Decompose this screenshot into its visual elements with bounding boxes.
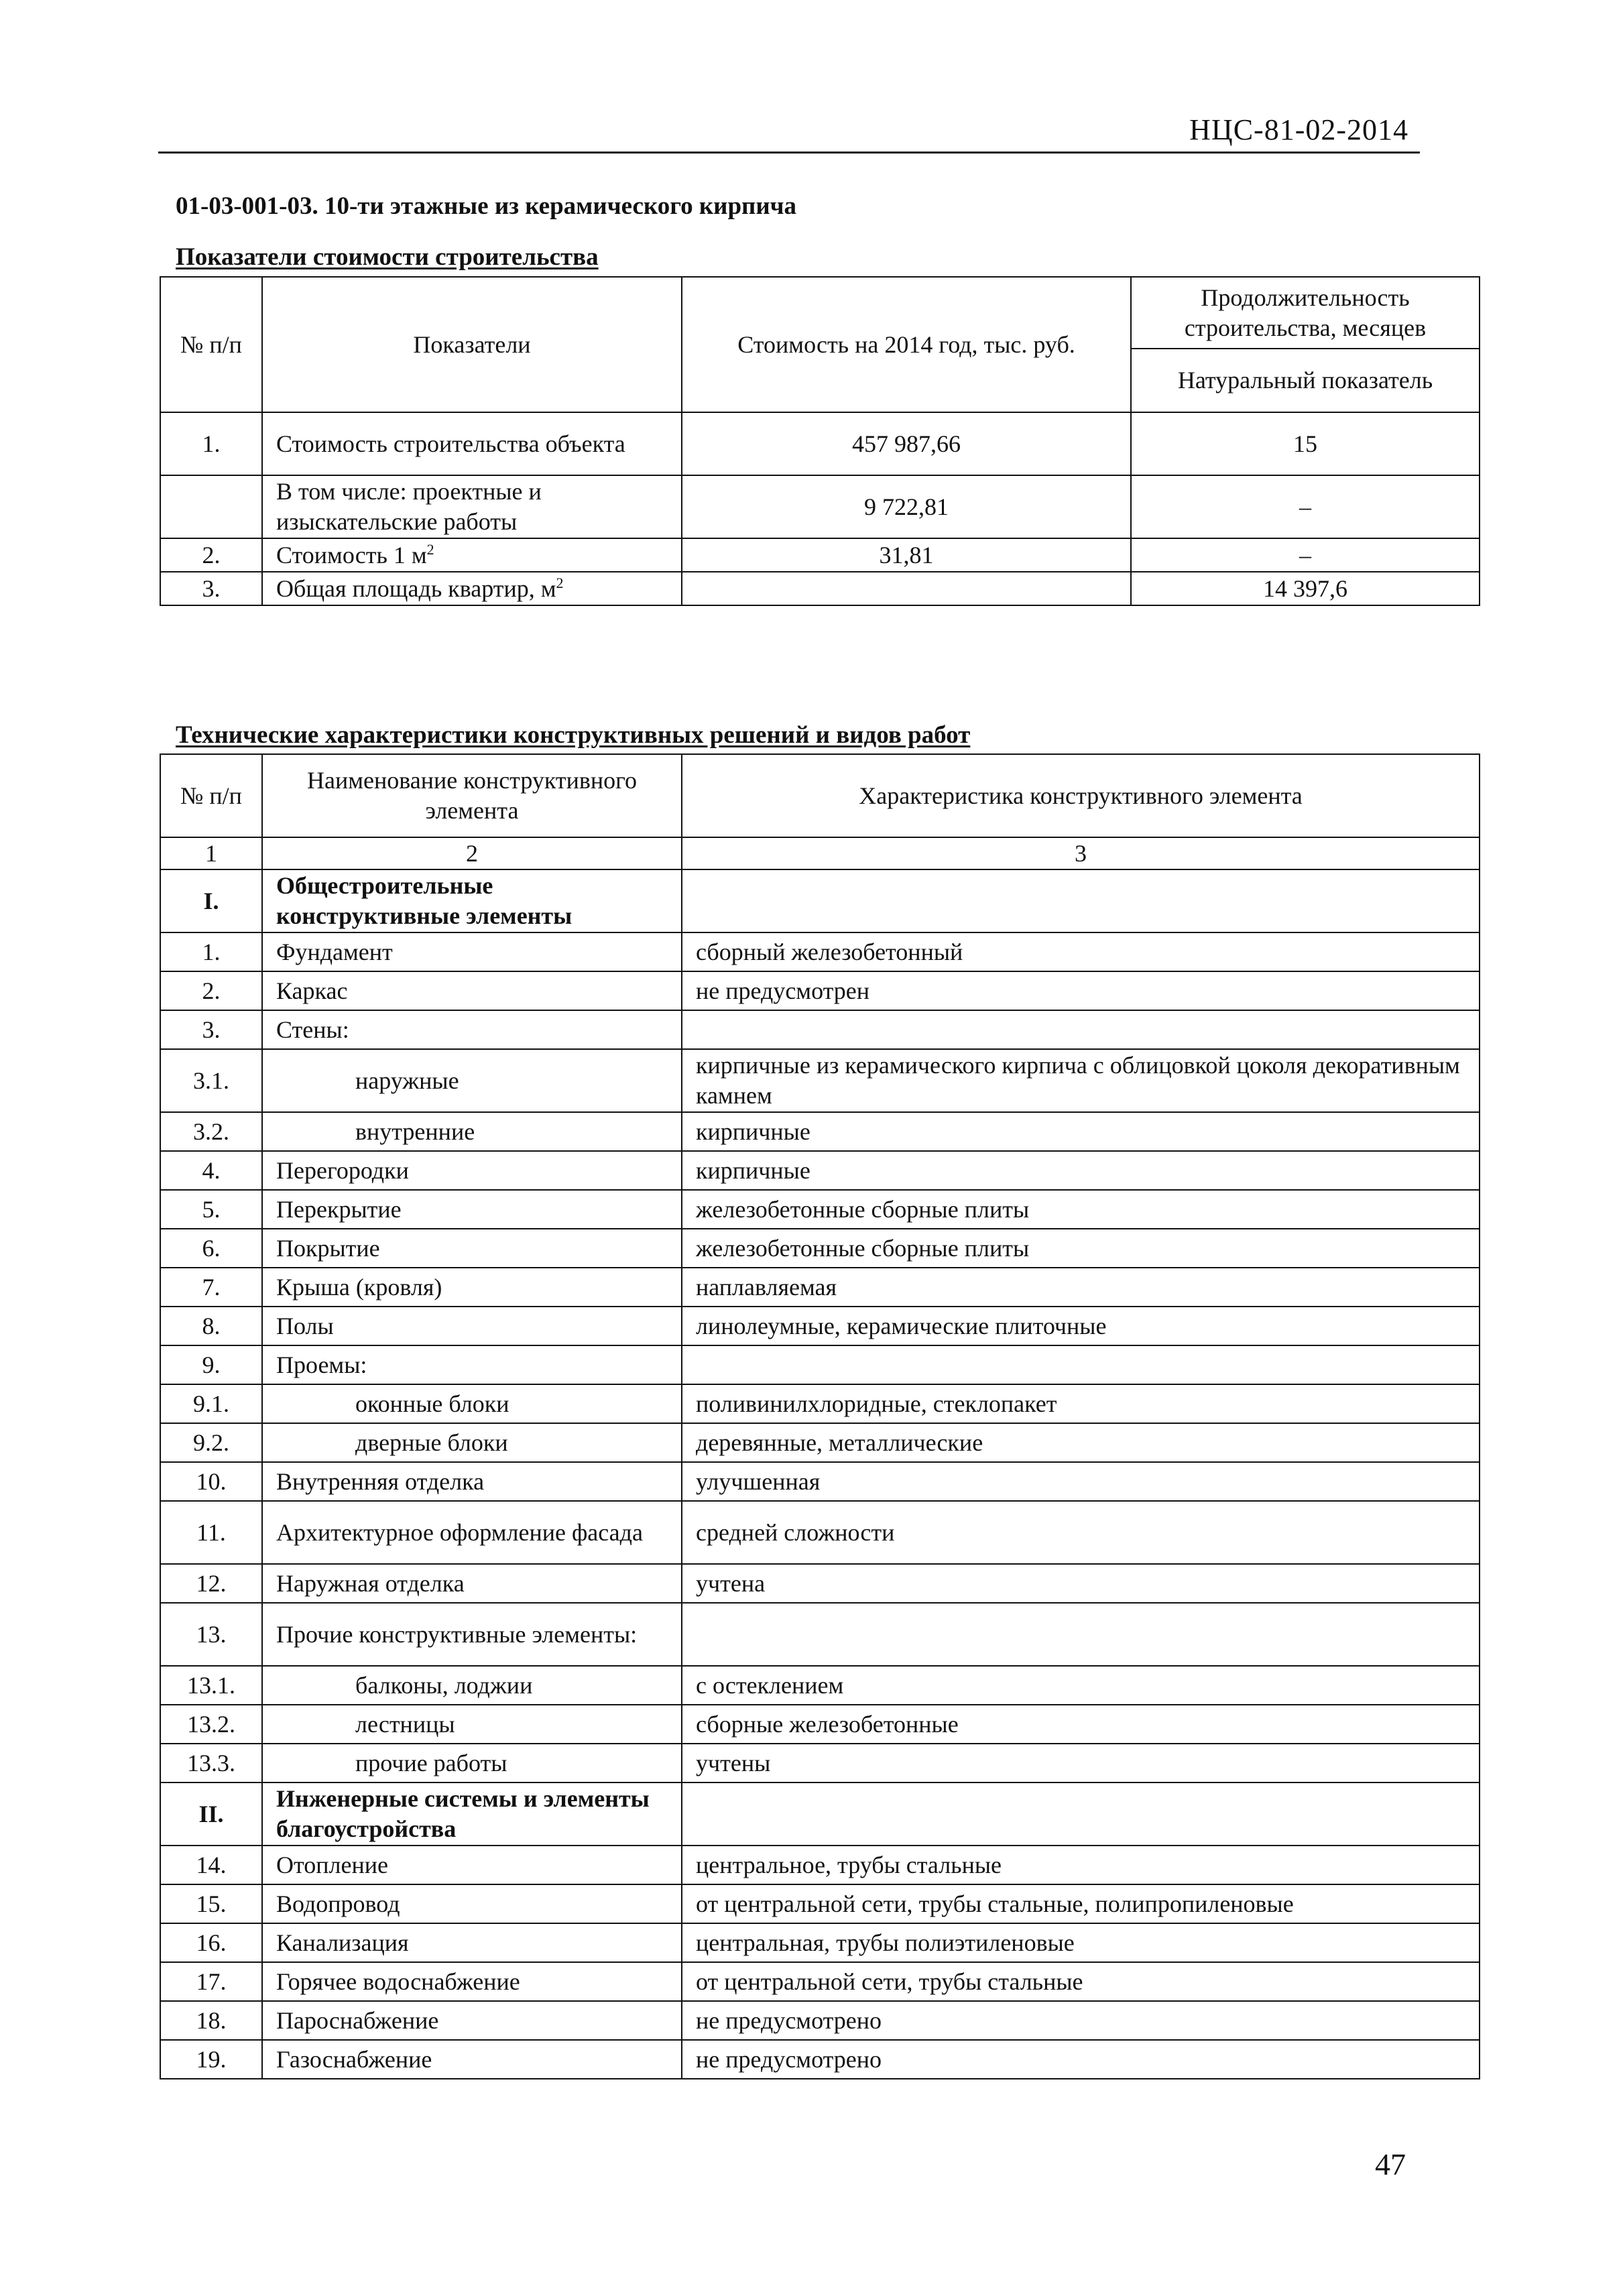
superscript: 2 — [556, 574, 564, 591]
row-element-name: Перекрытие — [262, 1190, 682, 1229]
row-num: 17. — [160, 1962, 262, 2001]
row-num: 13. — [160, 1603, 262, 1666]
table-row — [160, 1744, 1480, 1783]
row-cost: 457 987,66 — [682, 412, 1131, 475]
row-element-name: Инженерные системы и элементы благоустройства — [262, 1783, 682, 1846]
row-characteristic: железобетонные сборные плиты — [682, 1190, 1480, 1229]
table-row — [160, 1229, 1480, 1268]
header-element-name: Наименование конструктивного элемента — [262, 754, 682, 837]
row-element-name: Водопровод — [262, 1884, 682, 1923]
row-num: 4. — [160, 1151, 262, 1190]
table-row — [160, 475, 1480, 538]
row-element-name: оконные блоки — [262, 1384, 682, 1423]
row-element-name: дверные блоки — [262, 1423, 682, 1462]
row-indicator-text: Стоимость 1 м — [276, 541, 427, 568]
row-num — [160, 475, 262, 538]
row-duration: 15 — [1131, 412, 1480, 475]
row-num: 9.1. — [160, 1384, 262, 1423]
row-characteristic — [682, 869, 1480, 932]
column-number: 1 — [160, 837, 262, 869]
row-num: 3. — [160, 572, 262, 605]
header-indicator: Показатели — [262, 277, 682, 412]
row-characteristic: деревянные, металлические — [682, 1423, 1480, 1462]
row-element-name: лестницы — [262, 1705, 682, 1744]
row-num: 13.1. — [160, 1666, 262, 1705]
row-characteristic: от центральной сети, трубы стальные, полипропиленовые — [682, 1884, 1480, 1923]
row-num: 2. — [160, 538, 262, 572]
row-num: 12. — [160, 1564, 262, 1603]
table-row — [160, 1884, 1480, 1923]
table-row — [160, 932, 1480, 971]
row-indicator: В том числе: проектные и изыскательские работы — [262, 475, 682, 538]
row-element-name: балконы, лоджии — [262, 1666, 682, 1705]
table-row — [160, 1010, 1480, 1049]
row-duration: – — [1131, 538, 1480, 572]
row-characteristic: не предусмотрено — [682, 2040, 1480, 2079]
row-num: 11. — [160, 1501, 262, 1564]
table-row — [160, 1783, 1480, 1846]
row-num: 3.1. — [160, 1049, 262, 1112]
row-element-name: Полы — [262, 1307, 682, 1345]
header-natural: Натуральный показатель — [1177, 366, 1433, 394]
row-num: 19. — [160, 2040, 262, 2079]
table-row — [160, 1384, 1480, 1423]
cost-table-caption: Показатели стоимости строительства — [176, 243, 599, 271]
row-element-name: Общестроительные конструктивные элементы — [262, 869, 682, 932]
tech-table-caption: Технические характеристики конструктивных решений и видов работ — [176, 721, 971, 749]
table-row — [160, 1705, 1480, 1744]
row-num: II. — [160, 1783, 262, 1846]
row-element-name: Покрытие — [262, 1229, 682, 1268]
column-numbers-row — [160, 837, 1480, 869]
row-characteristic: центральная, трубы полиэтиленовые — [682, 1923, 1480, 1962]
table-row — [160, 1423, 1480, 1462]
row-element-name: Внутренняя отделка — [262, 1462, 682, 1501]
row-num: 8. — [160, 1307, 262, 1345]
row-duration: 14 397,6 — [1131, 572, 1480, 605]
table-row — [160, 1307, 1480, 1345]
row-characteristic: поливинилхлоридные, стеклопакет — [682, 1384, 1480, 1423]
row-cost: 31,81 — [682, 538, 1131, 572]
row-num: 3. — [160, 1010, 262, 1049]
row-num: 13.2. — [160, 1705, 262, 1744]
row-cost: 9 722,81 — [682, 475, 1131, 538]
row-num: 9. — [160, 1345, 262, 1384]
header-num: № п/п — [160, 754, 262, 837]
header-rule — [158, 152, 1420, 154]
row-indicator-text: Общая площадь квартир, м — [276, 575, 556, 602]
row-element-name: Крыша (кровля) — [262, 1268, 682, 1307]
row-num: 9.2. — [160, 1423, 262, 1462]
row-num: I. — [160, 869, 262, 932]
table-row — [160, 971, 1480, 1010]
table-row — [160, 1151, 1480, 1190]
row-element-name: Отопление — [262, 1846, 682, 1884]
tech-table-header — [160, 754, 1480, 837]
row-num: 1. — [160, 932, 262, 971]
header-num: № п/п — [160, 277, 262, 412]
row-characteristic: улучшенная — [682, 1462, 1480, 1501]
table-row — [160, 869, 1480, 932]
superscript: 2 — [426, 540, 434, 558]
row-characteristic: линолеумные, керамические плиточные — [682, 1307, 1480, 1345]
row-element-name: Наружная отделка — [262, 1564, 682, 1603]
row-num: 13.3. — [160, 1744, 262, 1783]
row-num: 7. — [160, 1268, 262, 1307]
row-characteristic: железобетонные сборные плиты — [682, 1229, 1480, 1268]
row-characteristic — [682, 1783, 1480, 1846]
cost-indicators-table — [160, 276, 1480, 606]
tech-characteristics-table — [160, 753, 1480, 2079]
row-num: 3.2. — [160, 1112, 262, 1151]
row-characteristic: средней сложности — [682, 1501, 1480, 1564]
table-row — [160, 538, 1480, 572]
row-indicator — [262, 572, 682, 605]
row-element-name: Проемы: — [262, 1345, 682, 1384]
table-row — [160, 1846, 1480, 1884]
table-row — [160, 1049, 1480, 1112]
row-cost — [682, 572, 1131, 605]
row-element-name: Прочие конструктивные элементы: — [262, 1603, 682, 1666]
row-element-name: Пароснабжение — [262, 2001, 682, 2040]
row-num: 16. — [160, 1923, 262, 1962]
table-row — [160, 1268, 1480, 1307]
row-characteristic: не предусмотрен — [682, 971, 1480, 1010]
header-duration: Продолжительность строительства, месяцев — [1132, 278, 1479, 349]
row-element-name: прочие работы — [262, 1744, 682, 1783]
table-row — [160, 1112, 1480, 1151]
header-cost: Стоимость на 2014 год, тыс. руб. — [682, 277, 1131, 412]
row-num: 2. — [160, 971, 262, 1010]
row-characteristic: сборный железобетонный — [682, 932, 1480, 971]
row-characteristic: центральное, трубы стальные — [682, 1846, 1480, 1884]
row-characteristic: сборные железобетонные — [682, 1705, 1480, 1744]
table-row — [160, 1603, 1480, 1666]
table-row — [160, 2040, 1480, 2079]
row-num: 15. — [160, 1884, 262, 1923]
table-row — [160, 1564, 1480, 1603]
row-characteristic — [682, 1345, 1480, 1384]
row-element-name: Газоснабжение — [262, 2040, 682, 2079]
row-characteristic: кирпичные из керамического кирпича с облицовкой цоколя декоративным камнем — [682, 1049, 1480, 1112]
table-row — [160, 1666, 1480, 1705]
row-num: 10. — [160, 1462, 262, 1501]
row-duration: – — [1131, 475, 1480, 538]
row-num: 18. — [160, 2001, 262, 2040]
table-row — [160, 2001, 1480, 2040]
row-element-name: Каркас — [262, 971, 682, 1010]
row-characteristic — [682, 1010, 1480, 1049]
row-characteristic: наплавляемая — [682, 1268, 1480, 1307]
row-element-name: Архитектурное оформление фасада — [262, 1501, 682, 1564]
table-row — [160, 572, 1480, 605]
row-indicator: Стоимость строительства объекта — [262, 412, 682, 475]
header-duration-group — [1131, 277, 1480, 412]
row-element-name: Стены: — [262, 1010, 682, 1049]
row-element-name: Канализация — [262, 1923, 682, 1962]
row-characteristic: с остеклением — [682, 1666, 1480, 1705]
row-num: 1. — [160, 412, 262, 475]
row-element-name: Горячее водоснабжение — [262, 1962, 682, 2001]
table-row — [160, 1962, 1480, 2001]
table-row — [160, 1923, 1480, 1962]
table-row — [160, 1190, 1480, 1229]
section-title: 01-03-001-03. 10-ти этажные из керамического кирпича — [176, 192, 797, 220]
row-element-name: Перегородки — [262, 1151, 682, 1190]
row-num: 5. — [160, 1190, 262, 1229]
table-row — [160, 1462, 1480, 1501]
table-row — [160, 412, 1480, 475]
row-characteristic: учтены — [682, 1744, 1480, 1783]
row-element-name: Фундамент — [262, 932, 682, 971]
cost-table-header — [160, 277, 1480, 412]
document-code: НЦС-81-02-2014 — [1189, 113, 1408, 146]
row-characteristic — [682, 1603, 1480, 1666]
row-characteristic: от центральной сети, трубы стальные — [682, 1962, 1480, 2001]
table-row — [160, 1501, 1480, 1564]
row-characteristic: учтена — [682, 1564, 1480, 1603]
row-indicator — [262, 538, 682, 572]
row-characteristic: кирпичные — [682, 1151, 1480, 1190]
row-num: 6. — [160, 1229, 262, 1268]
row-characteristic: не предусмотрено — [682, 2001, 1480, 2040]
row-element-name: наружные — [262, 1049, 682, 1112]
row-element-name: внутренние — [262, 1112, 682, 1151]
table-row — [160, 1345, 1480, 1384]
header-characteristic: Характеристика конструктивного элемента — [682, 754, 1480, 837]
row-num: 14. — [160, 1846, 262, 1884]
column-number: 3 — [682, 837, 1480, 869]
page-number: 47 — [1375, 2147, 1406, 2181]
column-number: 2 — [262, 837, 682, 869]
row-characteristic: кирпичные — [682, 1112, 1480, 1151]
